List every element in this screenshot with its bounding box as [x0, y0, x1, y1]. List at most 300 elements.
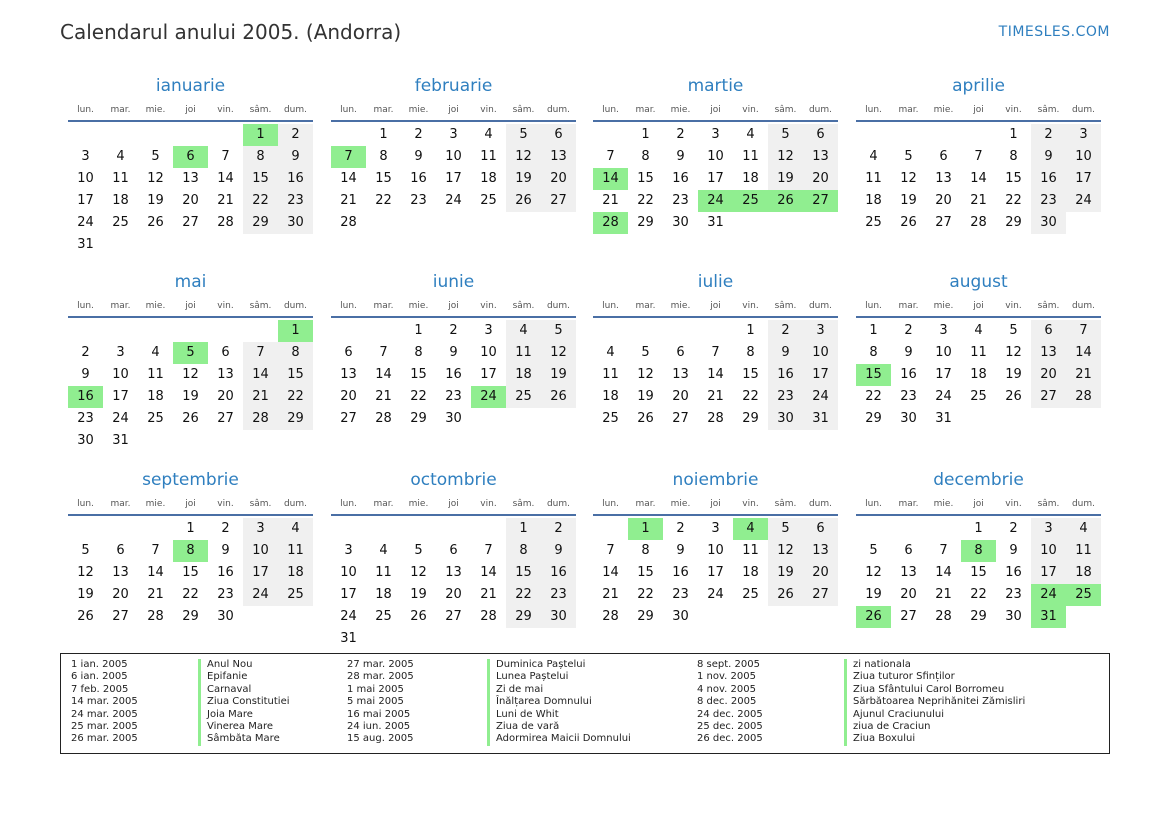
month-name: noiembrie [672, 470, 759, 490]
weekday-label: dum. [808, 105, 833, 115]
empty-cell [138, 518, 173, 540]
empty-cell [471, 518, 506, 540]
weekday-header [593, 296, 838, 316]
day-cell: 3 [711, 127, 720, 142]
day-cell: 9 [768, 342, 803, 364]
weekday-label: dum. [808, 301, 833, 311]
day-cell: 12 [541, 342, 576, 364]
weekday-header [331, 494, 576, 514]
day-cell: 24 [707, 587, 724, 602]
day-cell: 18 [480, 171, 497, 186]
day-cell: 23 [410, 193, 427, 208]
day-cell: 4 [379, 543, 388, 558]
day-cell: 10 [1066, 146, 1101, 168]
weekday-label: vin. [480, 105, 497, 115]
day-cell: 11 [480, 149, 497, 164]
day-cell: 4 [484, 127, 493, 142]
holiday-date: 24 mar. 2005 [71, 708, 138, 720]
day-cell: 11 [742, 543, 759, 558]
day-cell: 28 [970, 215, 987, 230]
weekday-label: sâm. [1037, 105, 1060, 115]
day-cell: 13 [112, 565, 129, 580]
holiday-day: 1 [278, 320, 313, 342]
day-cell: 11 [1066, 540, 1101, 562]
day-cell: 27 [217, 411, 234, 426]
day-cell: 1 [506, 518, 541, 540]
weekday-label: mar. [373, 105, 394, 115]
day-cell: 13 [340, 367, 357, 382]
holiday-name: Ajunul Craciunului [844, 709, 1025, 721]
day-cell: 16 [445, 367, 462, 382]
month-name: august [949, 272, 1008, 292]
day-cell: 15 [278, 364, 313, 386]
day-cell: 31 [112, 433, 129, 448]
day-cell: 20 [900, 587, 917, 602]
holiday-name: Ziua de vară [487, 721, 631, 733]
day-cell: 30 [445, 411, 462, 426]
empty-cell [593, 518, 628, 540]
day-cell: 14 [602, 565, 619, 580]
day-cell: 3 [344, 543, 353, 558]
day-cell: 24 [77, 215, 94, 230]
day-cell: 8 [243, 146, 278, 168]
day-cell: 19 [865, 587, 882, 602]
day-cell: 7 [221, 149, 230, 164]
day-cell: 18 [112, 193, 129, 208]
weekday-label: vin. [1005, 301, 1022, 311]
holiday-name: Duminica Paștelui [487, 659, 631, 671]
day-cell: 4 [606, 345, 615, 360]
weekday-label: mie. [933, 301, 954, 311]
day-cell: 18 [742, 171, 759, 186]
holiday-name: Epifanie [198, 671, 290, 683]
day-cell: 25 [506, 386, 541, 408]
holiday-name: Ziua Constitutiei [198, 696, 290, 708]
day-cell: 16 [768, 364, 803, 386]
day-cell: 6 [676, 345, 685, 360]
weekday-label: dum. [546, 301, 571, 311]
holiday-name: Înălțarea Domnului [487, 696, 631, 708]
weekday-label: lun. [865, 499, 882, 509]
holiday-date-column [71, 659, 138, 746]
day-cell: 30 [900, 411, 917, 426]
weekday-label: dum. [1071, 301, 1096, 311]
day-cell: 3 [116, 345, 125, 360]
day-cell: 12 [182, 367, 199, 382]
weekday-label: sâm. [512, 105, 535, 115]
day-cell: 31 [707, 215, 724, 230]
weekday-label: joi [973, 105, 984, 115]
day-cell: 29 [243, 212, 278, 234]
header-divider [856, 120, 1101, 122]
day-cell: 26 [147, 215, 164, 230]
day-cell: 30 [1005, 609, 1022, 624]
day-cell: 20 [1031, 364, 1066, 386]
weekday-label: joi [710, 105, 721, 115]
day-cell: 19 [182, 389, 199, 404]
day-cell: 19 [77, 587, 94, 602]
day-cell: 21 [147, 587, 164, 602]
day-cell: 19 [541, 364, 576, 386]
month-aprilie [856, 72, 1101, 234]
day-cell: 3 [81, 149, 90, 164]
day-cell: 11 [278, 540, 313, 562]
day-cell: 1 [641, 127, 650, 142]
day-cell: 12 [410, 565, 427, 580]
day-cell: 26 [637, 411, 654, 426]
weekday-label: dum. [546, 105, 571, 115]
day-cell: 23 [541, 584, 576, 606]
day-cell: 13 [217, 367, 234, 382]
empty-cell [961, 124, 996, 146]
header-divider [331, 120, 576, 122]
weekday-header [593, 100, 838, 120]
day-cell: 31 [77, 237, 94, 252]
day-cell: 14 [217, 171, 234, 186]
day-cell: 21 [375, 389, 392, 404]
day-cell: 26 [410, 609, 427, 624]
day-cell: 12 [147, 171, 164, 186]
day-cell: 2 [904, 323, 913, 338]
holiday-date: 26 mar. 2005 [71, 733, 138, 745]
holiday-day: 5 [173, 342, 208, 364]
holiday-date: 27 mar. 2005 [347, 659, 414, 670]
day-cell: 27 [445, 609, 462, 624]
day-cell: 23 [900, 389, 917, 404]
empty-cell [366, 518, 401, 540]
day-cell: 19 [637, 389, 654, 404]
holiday-name: Vinerea Mare [198, 721, 290, 733]
day-cell: 25 [602, 411, 619, 426]
day-cell: 30 [278, 212, 313, 234]
day-cell: 20 [112, 587, 129, 602]
day-cell: 23 [445, 389, 462, 404]
holiday-name: Joia Mare [198, 709, 290, 721]
day-cell: 7 [484, 543, 493, 558]
day-cell: 5 [151, 149, 160, 164]
weekday-label: mar. [898, 301, 919, 311]
weekday-label: mie. [933, 105, 954, 115]
weekday-label: joi [448, 499, 459, 509]
day-cell: 13 [541, 146, 576, 168]
empty-cell [401, 518, 436, 540]
day-grid [331, 518, 576, 650]
weekday-label: mar. [898, 499, 919, 509]
day-cell: 21 [480, 587, 497, 602]
day-cell: 10 [340, 565, 357, 580]
day-cell: 5 [414, 543, 423, 558]
day-cell: 27 [803, 584, 838, 606]
day-cell: 8 [414, 345, 423, 360]
holiday-name: Anul Nou [198, 659, 290, 671]
day-cell: 18 [602, 389, 619, 404]
day-cell: 16 [672, 171, 689, 186]
day-cell: 15 [1005, 171, 1022, 186]
month-name: ianuarie [155, 76, 226, 96]
day-cell: 18 [278, 562, 313, 584]
day-cell: 15 [637, 171, 654, 186]
day-grid [856, 320, 1101, 430]
day-cell: 9 [676, 149, 685, 164]
weekday-label: vin. [1005, 105, 1022, 115]
day-cell: 13 [445, 565, 462, 580]
day-cell: 9 [221, 543, 230, 558]
holiday-day: 31 [1031, 606, 1066, 628]
day-cell: 22 [410, 389, 427, 404]
weekday-label: sâm. [774, 105, 797, 115]
weekday-label: mie. [408, 105, 429, 115]
month-iulie [593, 268, 838, 430]
holiday-day: 26 [856, 606, 891, 628]
day-cell: 20 [672, 389, 689, 404]
day-cell: 8 [379, 149, 388, 164]
holiday-name: ziua de Craciun [844, 721, 1025, 733]
weekday-label: dum. [546, 499, 571, 509]
holiday-day: 8 [961, 540, 996, 562]
month-name: martie [687, 76, 744, 96]
holiday-date: 8 sept. 2005 [697, 659, 760, 670]
day-cell: 24 [935, 389, 952, 404]
holiday-date: 28 mar. 2005 [347, 671, 414, 683]
holiday-day: 6 [173, 146, 208, 168]
day-cell: 16 [278, 168, 313, 190]
brand-link[interactable]: TIMESLES.COM [998, 24, 1110, 40]
day-cell: 5 [904, 149, 913, 164]
day-cell: 3 [711, 521, 720, 536]
day-cell: 26 [768, 584, 803, 606]
day-cell: 25 [480, 193, 497, 208]
day-cell: 24 [112, 411, 129, 426]
day-cell: 12 [637, 367, 654, 382]
weekday-label: lun. [602, 301, 619, 311]
empty-cell [103, 320, 138, 342]
holiday-name: Lunea Paștelui [487, 671, 631, 683]
holiday-day: 8 [173, 540, 208, 562]
holiday-day: 24 [1031, 584, 1066, 606]
day-cell: 28 [602, 609, 619, 624]
day-cell: 13 [803, 146, 838, 168]
day-cell: 4 [1066, 518, 1101, 540]
weekday-label: lun. [602, 499, 619, 509]
holiday-name-column [844, 659, 1025, 746]
day-cell: 23 [768, 386, 803, 408]
day-cell: 6 [803, 518, 838, 540]
day-cell: 16 [541, 562, 576, 584]
day-cell: 3 [1066, 124, 1101, 146]
weekday-label: mie. [145, 301, 166, 311]
day-cell: 15 [182, 565, 199, 580]
holiday-day: 16 [68, 386, 103, 408]
empty-cell [856, 124, 891, 146]
weekday-label: joi [973, 301, 984, 311]
day-cell: 14 [935, 565, 952, 580]
weekday-label: mie. [670, 301, 691, 311]
day-cell: 29 [637, 215, 654, 230]
day-cell: 28 [1066, 386, 1101, 408]
weekday-label: sâm. [1037, 301, 1060, 311]
day-cell: 5 [641, 345, 650, 360]
day-cell: 1 [746, 323, 755, 338]
empty-cell [856, 518, 891, 540]
day-cell: 22 [506, 584, 541, 606]
empty-cell [436, 518, 471, 540]
day-grid [68, 124, 313, 256]
day-cell: 9 [1009, 543, 1018, 558]
holiday-day: 28 [593, 212, 628, 234]
day-cell: 15 [506, 562, 541, 584]
weekday-label: lun. [340, 499, 357, 509]
day-cell: 24 [243, 584, 278, 606]
day-cell: 22 [1005, 193, 1022, 208]
weekday-header [856, 100, 1101, 120]
weekday-label: sâm. [1037, 499, 1060, 509]
day-cell: 3 [939, 323, 948, 338]
day-cell: 12 [900, 171, 917, 186]
holiday-date: 1 ian. 2005 [71, 659, 128, 670]
weekday-label: sâm. [774, 301, 797, 311]
day-cell: 29 [1005, 215, 1022, 230]
empty-cell [243, 320, 278, 342]
day-cell: 27 [541, 190, 576, 212]
day-cell: 24 [445, 193, 462, 208]
day-cell: 30 [768, 408, 803, 430]
header-divider [593, 120, 838, 122]
day-cell: 23 [672, 587, 689, 602]
empty-cell [628, 320, 663, 342]
day-cell: 11 [865, 171, 882, 186]
holiday-name: Sărbătoarea Neprihănitei Zămisliri [844, 696, 1025, 708]
empty-cell [926, 124, 961, 146]
day-cell: 30 [217, 609, 234, 624]
day-cell: 22 [375, 193, 392, 208]
day-cell: 9 [904, 345, 913, 360]
empty-cell [331, 320, 366, 342]
day-cell: 17 [243, 562, 278, 584]
day-cell: 18 [147, 389, 164, 404]
day-cell: 24 [340, 609, 357, 624]
month-name: iulie [697, 272, 734, 292]
day-cell: 1 [186, 521, 195, 536]
weekday-label: sâm. [774, 499, 797, 509]
weekday-label: lun. [340, 301, 357, 311]
holiday-date-column [347, 659, 414, 746]
day-cell: 16 [410, 171, 427, 186]
holiday-date: 1 mai 2005 [347, 683, 404, 695]
day-cell: 17 [1031, 562, 1066, 584]
day-cell: 6 [939, 149, 948, 164]
weekday-header [68, 494, 313, 514]
day-cell: 9 [81, 367, 90, 382]
day-cell: 27 [1031, 386, 1066, 408]
day-cell: 2 [541, 518, 576, 540]
day-cell: 6 [344, 345, 353, 360]
day-cell: 12 [1005, 345, 1022, 360]
weekday-label: joi [710, 499, 721, 509]
day-cell: 7 [939, 543, 948, 558]
holiday-day: 27 [803, 190, 838, 212]
day-cell: 5 [541, 320, 576, 342]
day-cell: 9 [541, 540, 576, 562]
month-septembrie [68, 466, 313, 628]
holiday-date: 25 dec. 2005 [697, 720, 763, 732]
day-grid [68, 320, 313, 452]
day-cell: 19 [900, 193, 917, 208]
month-august [856, 268, 1101, 430]
day-cell: 5 [768, 518, 803, 540]
weekday-label: vin. [742, 301, 759, 311]
day-cell: 27 [900, 609, 917, 624]
holiday-day: 24 [471, 386, 506, 408]
day-cell: 17 [1066, 168, 1101, 190]
month-name: februarie [414, 76, 493, 96]
day-grid [856, 518, 1101, 628]
day-cell: 5 [869, 543, 878, 558]
day-cell: 10 [480, 345, 497, 360]
month-name: aprilie [952, 76, 1005, 96]
weekday-label: joi [185, 105, 196, 115]
day-cell: 22 [278, 386, 313, 408]
day-cell: 2 [221, 521, 230, 536]
holiday-date: 25 mar. 2005 [71, 720, 138, 732]
day-cell: 6 [803, 124, 838, 146]
day-cell: 11 [742, 149, 759, 164]
day-cell: 2 [449, 323, 458, 338]
day-cell: 23 [672, 193, 689, 208]
weekday-label: vin. [480, 301, 497, 311]
weekday-label: lun. [865, 105, 882, 115]
weekday-label: sâm. [512, 301, 535, 311]
day-cell: 1 [379, 127, 388, 142]
month-name: octombrie [410, 470, 497, 490]
day-cell: 30 [77, 433, 94, 448]
day-cell: 29 [278, 408, 313, 430]
day-cell: 18 [742, 565, 759, 580]
day-cell: 28 [217, 215, 234, 230]
weekday-header [856, 296, 1101, 316]
day-cell: 14 [970, 171, 987, 186]
weekday-header [331, 100, 576, 120]
day-cell: 28 [243, 408, 278, 430]
day-cell: 10 [445, 149, 462, 164]
day-cell: 8 [641, 149, 650, 164]
day-cell: 11 [375, 565, 392, 580]
holiday-date: 15 aug. 2005 [347, 733, 414, 745]
day-cell: 17 [77, 193, 94, 208]
empty-cell [593, 320, 628, 342]
holiday-name: Carnaval [198, 684, 290, 696]
weekday-label: joi [185, 301, 196, 311]
day-cell: 17 [707, 565, 724, 580]
day-cell: 4 [746, 127, 755, 142]
day-cell: 2 [676, 127, 685, 142]
day-cell: 12 [865, 565, 882, 580]
day-cell: 19 [147, 193, 164, 208]
day-cell: 29 [970, 609, 987, 624]
holiday-name: Ziua Sfântului Carol Borromeu [844, 684, 1025, 696]
day-cell: 21 [602, 193, 619, 208]
day-cell: 2 [676, 521, 685, 536]
day-cell: 27 [935, 215, 952, 230]
day-cell: 4 [278, 518, 313, 540]
day-cell: 20 [803, 168, 838, 190]
day-cell: 8 [746, 345, 755, 360]
day-cell: 3 [803, 320, 838, 342]
day-cell: 29 [637, 609, 654, 624]
day-cell: 8 [278, 342, 313, 364]
header-divider [593, 316, 838, 318]
day-cell: 17 [935, 367, 952, 382]
day-grid [68, 518, 313, 628]
